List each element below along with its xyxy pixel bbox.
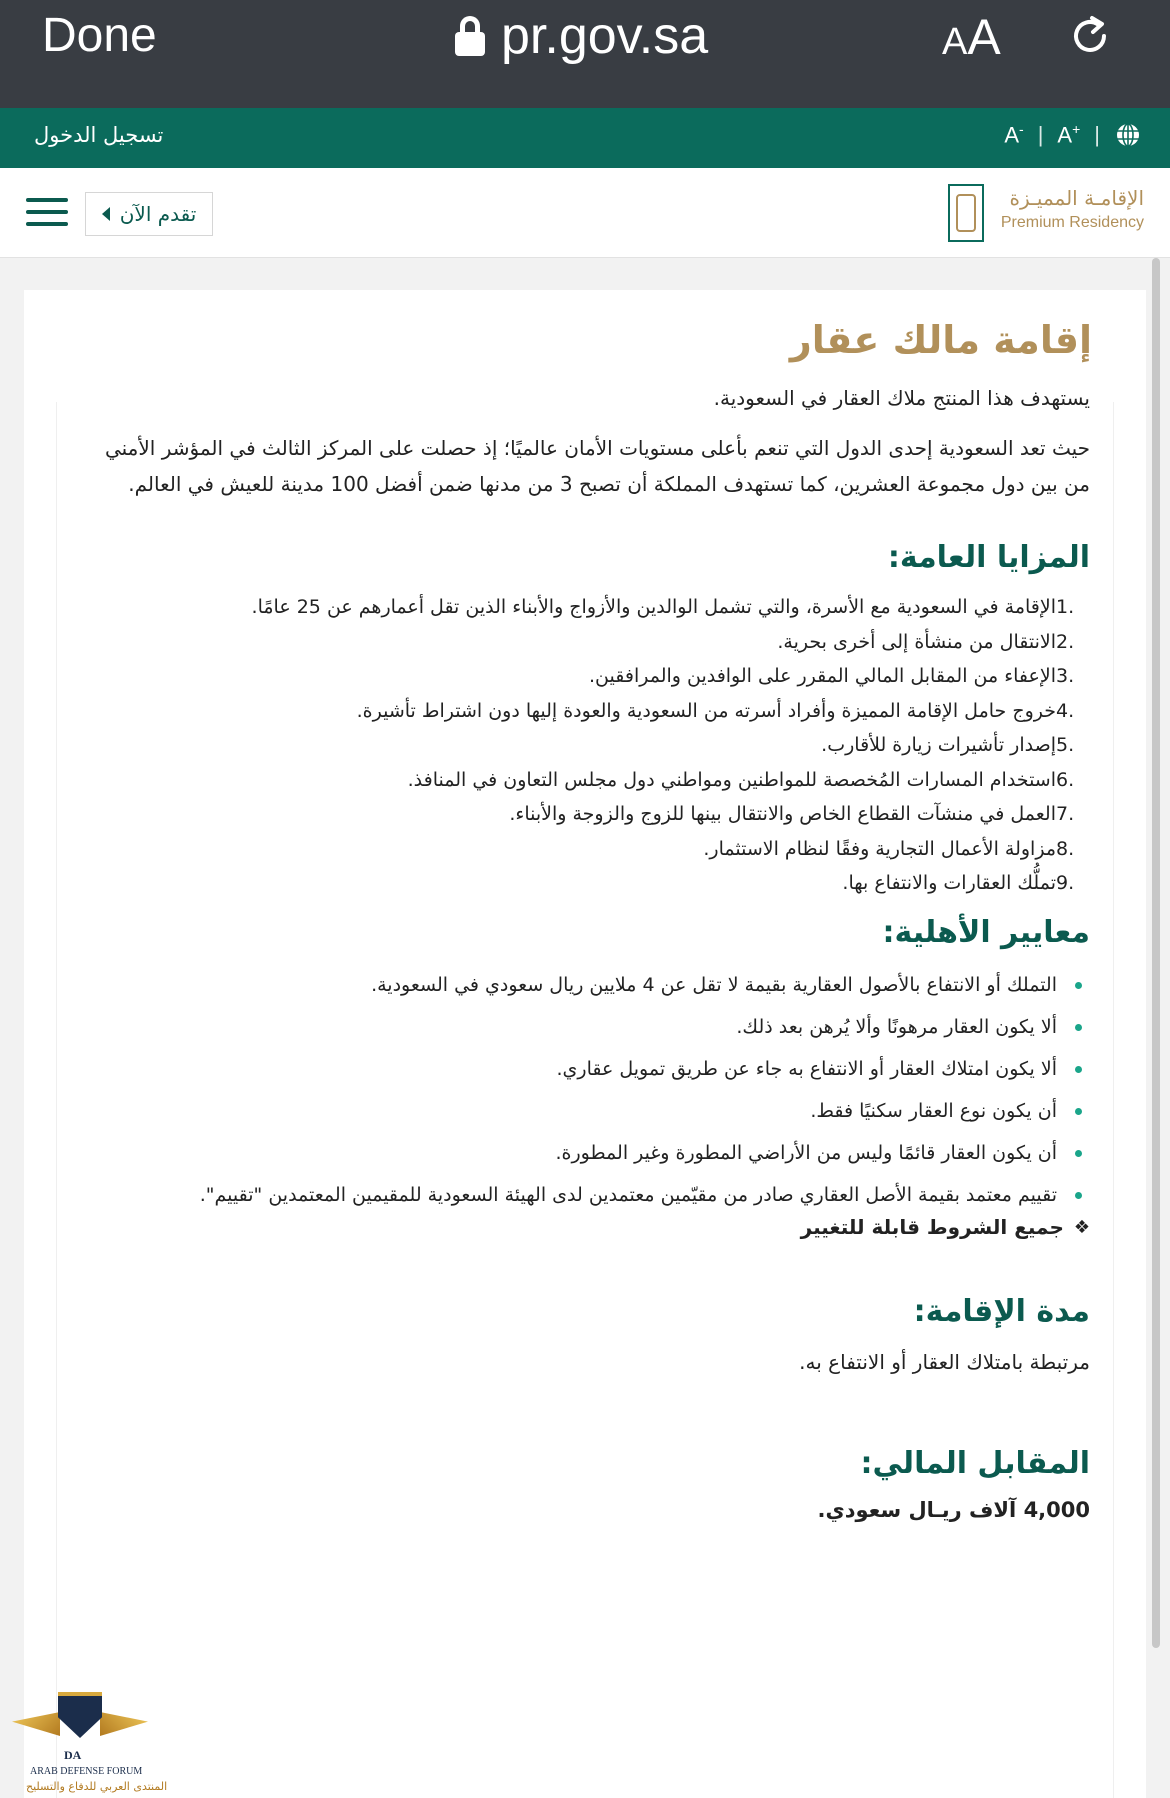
benefit-text: تملُّك العقارات والانتفاع بها.	[842, 872, 1056, 894]
benefit-item	[90, 866, 1090, 901]
benefit-number: .8	[1056, 837, 1075, 860]
address-bar[interactable]	[455, 6, 708, 66]
logo-emblem-icon	[948, 184, 984, 242]
eligibility-text: ألا يكون العقار مرهونًا وألا يُرهن بعد ذلك.	[736, 1016, 1057, 1038]
separator: |	[1037, 122, 1044, 147]
benefit-number: .4	[1056, 699, 1075, 722]
bullet-dot-icon	[1075, 982, 1082, 989]
benefit-text: استخدام المسارات المُخصصة للمواطنين ومواطني دول مجلس التعاون في المنافذ.	[407, 768, 1056, 791]
eligibility-item	[90, 1132, 1090, 1174]
bullet-dot-icon	[1075, 1192, 1082, 1199]
eligibility-list	[90, 964, 1090, 1216]
font-increase-button[interactable]: A+	[1057, 121, 1081, 148]
watermark-en-text: ARAB DEFENSE FORUM	[30, 1766, 143, 1777]
eligibility-item	[90, 1174, 1090, 1216]
benefit-item	[90, 590, 1090, 625]
eligibility-text: أن يكون العقار قائمًا وليس من الأراضي المطورة وغير المطورة.	[555, 1142, 1057, 1164]
text-size-button[interactable]: AA	[942, 9, 1001, 65]
content-card	[24, 290, 1146, 1798]
benefit-item	[90, 728, 1090, 763]
eligibility-item	[90, 1090, 1090, 1132]
benefit-text: الانتقال من منشأة إلى أخرى بحرية.	[777, 630, 1056, 653]
page-title: إقامة مالك عقار	[789, 318, 1092, 362]
benefits-heading: المزايا العامة:	[887, 540, 1090, 575]
globe-icon[interactable]	[1114, 121, 1142, 149]
hamburger-menu-icon[interactable]	[26, 198, 68, 228]
benefit-text: العمل في منشآت القطاع الخاص والانتقال بينها للزوج والزوجة والأبناء.	[509, 803, 1056, 825]
benefit-item	[90, 763, 1090, 798]
benefit-text: الإقامة في السعودية مع الأسرة، والتي تشمل الوالدين والأزواج والأبناء الذين تقل أعمارهم عن 25 عامًا.	[251, 596, 1056, 618]
benefits-list	[90, 590, 1090, 901]
benefit-item	[90, 659, 1090, 694]
benefit-number: .2	[1056, 630, 1075, 653]
terms-note: ❖ جميع الشروط قابلة للتغيير	[800, 1215, 1090, 1239]
apply-now-button[interactable]: تقدم الآن	[85, 192, 213, 236]
separator: |	[1094, 122, 1100, 147]
wing-icon	[100, 1712, 148, 1736]
benefit-number: .3	[1056, 665, 1075, 687]
url-text: pr.gov.sa	[501, 7, 709, 65]
lock-icon	[455, 16, 485, 56]
accessibility-controls	[1004, 121, 1142, 149]
fee-amount: 4,000 آلاف ريـال سعودي.	[817, 1498, 1090, 1522]
watermark-logo-text: DA	[64, 1748, 82, 1762]
intro-paragraph-1: يستهدف هذا المنتج ملاك العقار في السعودية.	[713, 386, 1090, 410]
duration-text: مرتبطة بامتلاك العقار أو الانتفاع به.	[799, 1350, 1090, 1374]
shield-icon	[58, 1692, 102, 1738]
premium-residency-logo[interactable]	[948, 184, 1144, 244]
reload-icon[interactable]	[1066, 12, 1114, 60]
eligibility-text: أن يكون نوع العقار سكنيًا فقط.	[810, 1100, 1057, 1122]
eligibility-heading: معايير الأهلية:	[882, 915, 1090, 950]
benefit-number: .7	[1056, 803, 1075, 825]
chevron-left-icon	[102, 207, 110, 221]
scrollbar[interactable]	[1152, 258, 1160, 1648]
font-decrease-button[interactable]: A-	[1004, 121, 1024, 148]
benefit-number: .1	[1056, 596, 1075, 618]
utility-bar	[0, 108, 1170, 168]
bullet-dot-icon	[1075, 1108, 1082, 1115]
duration-heading: مدة الإقامة:	[913, 1294, 1090, 1329]
benefit-item	[90, 625, 1090, 660]
benefit-item	[90, 797, 1090, 832]
benefit-text: خروج حامل الإقامة المميزة وأفراد أسرته من السعودية والعودة إليها دون اشتراط تأشيرة.	[356, 699, 1056, 722]
benefit-item	[90, 694, 1090, 729]
bullet-dot-icon	[1075, 1024, 1082, 1031]
intro-paragraph-2: حيث تعد السعودية إحدى الدول التي تنعم بأعلى مستويات الأمان عالميًا؛ إذ حصلت على المركز الثالث في المؤشر الأمني من بين دول مجموعة العشرين، كما تستهدف المملكة أن تصبح 3 من مدنها ضمن أفضل 100 مدينة للعيش في العالم.	[104, 436, 1090, 496]
logo-text-en: Premium Residency	[1000, 214, 1144, 231]
diamond-bullet-icon: ❖	[1073, 1216, 1090, 1238]
benefit-number: .6	[1056, 768, 1075, 791]
benefit-item	[90, 832, 1090, 867]
fee-heading: المقابل المالي:	[860, 1446, 1090, 1481]
benefit-number: .9	[1056, 872, 1075, 894]
wing-icon	[12, 1712, 60, 1736]
benefit-text: مزاولة الأعمال التجارية وفقًا لنظام الاستثمار.	[703, 837, 1056, 860]
watermark-ar-text: المنتدى العربي للدفاع والتسليح	[26, 1780, 168, 1793]
eligibility-text: التملك أو الانتفاع بالأصول العقارية بقيمة لا تقل عن 4 ملايين ريال سعودي في السعودية.	[371, 974, 1057, 996]
eligibility-text: ألا يكون امتلاك العقار أو الانتفاع به جاء عن طريق تمويل عقاري.	[556, 1058, 1057, 1080]
forum-watermark	[8, 1690, 168, 1798]
eligibility-item	[90, 1048, 1090, 1090]
bullet-dot-icon	[1075, 1066, 1082, 1073]
benefit-number: .5	[1056, 734, 1075, 756]
bullet-dot-icon	[1075, 1150, 1082, 1157]
site-header	[0, 168, 1170, 258]
eligibility-text: تقييم معتمد بقيمة الأصل العقاري صادر من مقيّمين معتمدين لدى الهيئة السعودية للمقيمين المعتمدين "تقييم".	[199, 1184, 1057, 1206]
eligibility-item	[90, 964, 1090, 1006]
logo-text-ar: الإقامـة المميـزة	[1009, 186, 1144, 210]
browser-toolbar	[0, 0, 1170, 108]
done-button[interactable]: Done	[42, 9, 157, 62]
benefit-text: إصدار تأشيرات زيارة للأقارب.	[821, 734, 1056, 756]
eligibility-item	[90, 1006, 1090, 1048]
benefit-text: الإعفاء من المقابل المالي المقرر على الوافدين والمرافقين.	[589, 665, 1056, 687]
login-link[interactable]: تسجيل الدخول	[34, 123, 164, 147]
